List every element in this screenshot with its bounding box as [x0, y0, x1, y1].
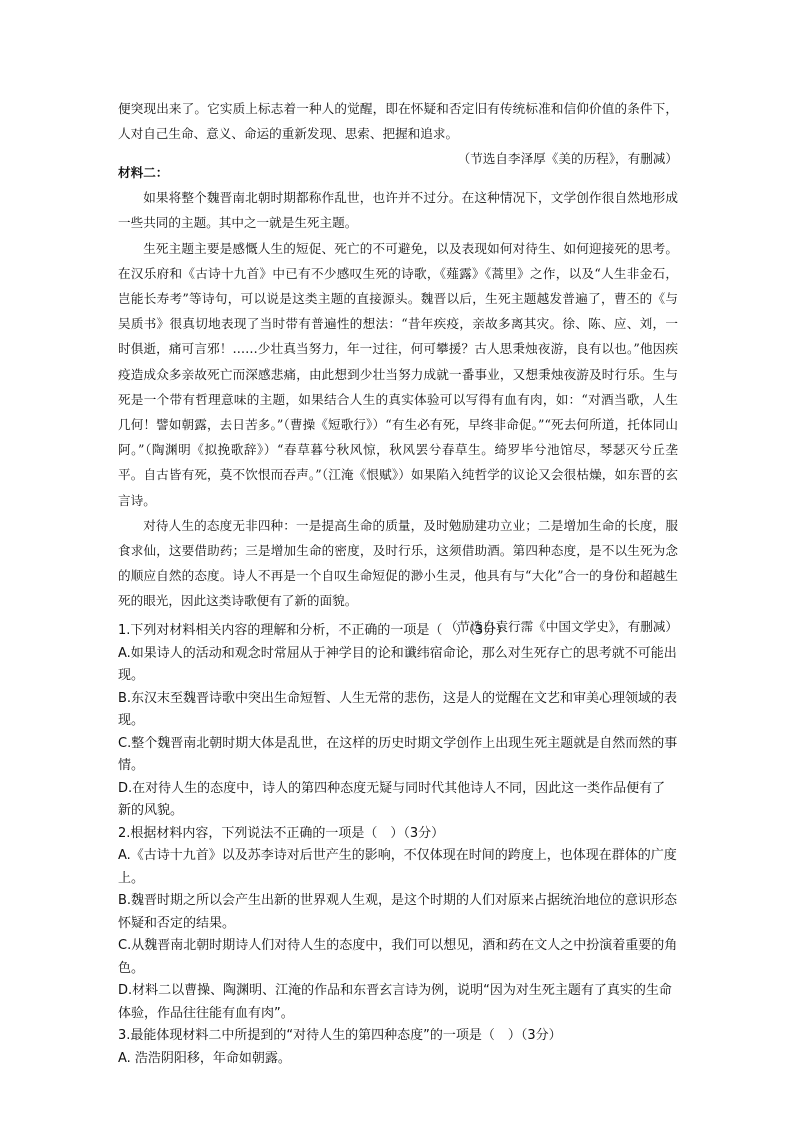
question-2-option-d: D.材料二以曹操、陶渊明、江淹的作品和东晋玄言诗为例，说明“因为对生死主题有了真实的生命体验，作品往往能有血有肉”。	[118, 983, 672, 1021]
material-two-heading: 材料二：	[118, 165, 169, 180]
material-two-paragraph-1: 如果将整个魏晋南北朝时期都称作乱世，也许并不过分。在这种情况下，文学创作很自然地形成一些共同的主题。其中之一就是生死主题。	[118, 190, 678, 231]
question-1-option-c: C.整个魏晋南北朝时期大体是乱世，在这样的历史时期文学创作上出现生死主题就是自然而然的事情。	[118, 735, 678, 773]
question-1-option-b: B.东汉末至魏晋诗歌中突出生命短暂、人生无常的悲伤，这是人的觉醒在文艺和审美心理领域的表现。	[118, 690, 678, 728]
question-1-option-a: A.如果诗人的活动和观念时常屈从于神学目的论和谶纬宿命论，那么对生死存亡的思考就不可能出现。	[118, 645, 677, 683]
material-one-source: （节选自李泽厚《美的历程》，有删减）	[457, 151, 678, 167]
material-two-paragraph-2: 生死主题主要是感慨人生的短促、死亡的不可避免，以及表现如何对待生、如何迎接死的思考。在汉乐府和《古诗十九首》中已有不少感叹生死的诗歌，《薤露》《蒿里》之作，以及“人生非金石，岂能长寿考”等诗句，可以说是这类主题的直接源头。魏晋以后，生死主题越发普遍了，曹丕的《与吴质书》很真切地表现了当时带有普遍性的想法：“昔年疾疫，亲故多离其灾。徐、陈、应、刘，一时俱逝，痛可言邪！……少壮真当努力，年一过往，何可攀援？古人思秉烛夜游，良有以也。”他因疾疫造成众多亲故死亡而深感悲痛，由此想到少壮当努力成就一番事业，又想秉烛夜游及时行乐。生与死是一个带有哲理意味的主题，如果结合人生的真实体验可以写得有血有肉，如：“对酒当歌，人生几何！譬如朝露，去日苦多。”（曹操《短歌行》）“有生必有死，早终非命促。”“死去何所道，托体同山阿。”（陶渊明《拟挽歌辞》）“春草暮兮秋风惊，秋风罢兮春草生。绮罗毕兮池馆尽，琴瑟灭兮丘垄平。自古皆有死，莫不饮恨而吞声。”（江淹《恨赋》）如果陷入纯哲学的议论又会很枯燥，如东晋的玄言诗。	[118, 240, 678, 508]
question-2-stem: 2.根据材料内容，下列说法不正确的一项是（ ）（3分）	[118, 825, 445, 841]
question-1-option-d: D.在对待人生的态度中，诗人的第四种态度无疑与同时代其他诗人不同，因此这一类作品便有了新的风貌。	[118, 780, 666, 818]
question-3-option-a: A. 浩浩阴阳移，年命如朝露。	[118, 1050, 291, 1066]
material-one-tail-text: 便突现出来了。它实质上标志着一种人的觉醒，即在怀疑和否定旧有传统标准和信仰价值的条件下，人对自己生命、意义、命运的重新发现、思索、把握和追求。	[118, 101, 678, 142]
questions-section	[118, 620, 678, 1070]
question-2-option-a: A.《古诗十九首》以及苏李诗对后世产生的影响，不仅体现在时间的跨度上，也体现在群体的广度上。	[118, 848, 677, 886]
material-two-paragraph-3: 对待人生的态度无非四种：一是提高生命的质量，及时勉励建功立业；二是增加生命的长度，服食求仙，这要借助药；三是增加生命的密度，及时行乐，这须借助酒。第四种态度，是不以生死为念的顺应自然的态度。诗人不再是一个自叹生命短促的渺小生灵，他具有与“大化”合一的身份和超越生死的眼光，因此这类诗歌便有了新的面貌。	[118, 517, 678, 609]
material-two	[118, 160, 678, 639]
question-2-option-b: B.魏晋时期之所以会产生出新的世界观人生观，是这个时期的人们对原来占据统治地位的意识形态怀疑和否定的结果。	[118, 893, 678, 931]
question-3-stem: 3.最能体现材料二中所提到的“对待人生的第四种态度”的一项是（ ）（3分）	[118, 1028, 562, 1043]
question-1-stem: 1.下列对材料相关内容的理解和分析，不正确的一项是（ ）（3分）	[118, 623, 510, 638]
material-two-source: （节选自袁行霈《中国文学史》，有删减）	[445, 618, 678, 634]
question-2-option-c: C.从魏晋南北朝时期诗人们对待人生的态度中，我们可以想见，酒和药在文人之中扮演着重要的角色。	[118, 938, 678, 976]
